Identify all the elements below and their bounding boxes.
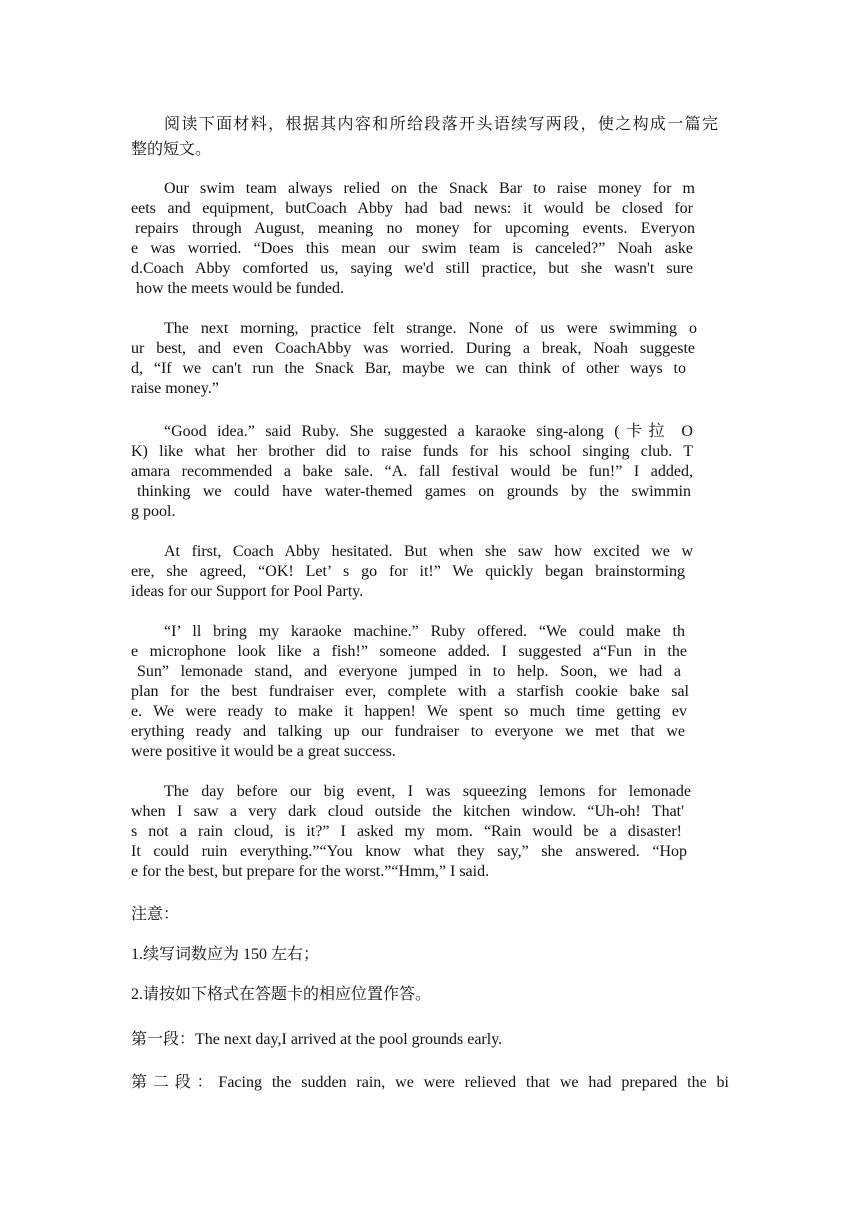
passage-line: ideas for our Support for Pool Party. bbox=[131, 583, 364, 600]
paragraph-prompt-1: 第一段：The next day,I arrived at the pool grounds early. bbox=[131, 1031, 503, 1048]
passage-line: e microphone look like a fish!” someone added. I suggested a“Fun in the bbox=[131, 643, 687, 660]
instruction-line-1: 阅读下面材料，根据其内容和所给段落开头语续写两段，使之构成一篇完 bbox=[164, 116, 718, 133]
passage-line: ere, she agreed, “OK! Let’ s go for it!” We quickly began brainstorming bbox=[131, 563, 685, 580]
passage-line: The next morning, practice felt strange. None of us were swimming o bbox=[164, 320, 697, 337]
passage-line: how the meets would be funded. bbox=[136, 280, 344, 297]
passage-line: “I’ ll bring my karaoke machine.” Ruby offered. “We could make th bbox=[164, 623, 685, 640]
passage-line: Our swim team always relied on the Snack Bar to raise money for m bbox=[164, 180, 695, 197]
passage-line: d, “If we can't run the Snack Bar, maybe we can think of other ways to bbox=[131, 360, 686, 377]
passage-line: “Good idea.” said Ruby. She suggested a karaoke sing-along (卡拉 O bbox=[164, 423, 693, 440]
paragraph-prompt-2: 第二段：Facing the sudden rain, we were relieved that we had prepared the bi bbox=[131, 1074, 729, 1091]
passage-line: At first, Coach Abby hesitated. But when she saw how excited we w bbox=[164, 543, 693, 560]
passage-line: erything ready and talking up our fundraiser to everyone we met that we bbox=[131, 723, 685, 740]
notes-heading: 注意： bbox=[131, 906, 180, 923]
passage-line: e. We were ready to make it happen! We spent so much time getting ev bbox=[131, 703, 687, 720]
passage-line: d.Coach Abby comforted us, saying we'd still practice, but she wasn't sure bbox=[131, 260, 693, 277]
passage-line: repairs through August, meaning no money for upcoming events. Everyon bbox=[135, 220, 695, 237]
passage-line: The day before our big event, I was squeezing lemons for lemonade bbox=[164, 783, 691, 800]
note-item: 2.请按如下格式在答题卡的相应位置作答。 bbox=[131, 986, 432, 1003]
passage-line: were positive it would be a great success. bbox=[131, 743, 396, 760]
passage-line: It could ruin everything.”“You know what they say,” she answered. “Hop bbox=[131, 843, 687, 860]
passage-line: Sun” lemonade stand, and everyone jumped in to help. Soon, we had a bbox=[137, 663, 681, 680]
passage-line: eets and equipment, butCoach Abby had bad news: it would be closed for bbox=[131, 200, 693, 217]
passage-line: e was worried. “Does this mean our swim team is canceled?” Noah aske bbox=[131, 240, 693, 257]
passage-line: s not a rain cloud, is it?” I asked my mom. “Rain would be a disaster! bbox=[131, 823, 682, 840]
passage-line: e for the best, but prepare for the worst.”“Hmm,” I said. bbox=[131, 863, 490, 880]
passage-line: raise money.” bbox=[131, 380, 219, 397]
passage-line: when I saw a very dark cloud outside the kitchen window. “Uh-oh! That' bbox=[131, 803, 684, 820]
instruction-line-2: 整的短文。 bbox=[131, 141, 212, 158]
passage-line: plan for the best fundraiser ever, complete with a starfish cookie bake sal bbox=[131, 683, 689, 700]
passage-line: g pool. bbox=[131, 503, 176, 520]
passage-line: ur best, and even CoachAbby was worried. During a break, Noah suggeste bbox=[131, 340, 695, 357]
passage-line: thinking we could have water-themed games on grounds by the swimmin bbox=[137, 483, 691, 500]
passage-line: K) like what her brother did to raise funds for his school singing club. T bbox=[131, 443, 693, 460]
note-item: 1.续写词数应为 150 左右； bbox=[131, 946, 320, 963]
passage-line: amara recommended a bake sale. “A. fall festival would be fun!” I added, bbox=[131, 463, 693, 480]
